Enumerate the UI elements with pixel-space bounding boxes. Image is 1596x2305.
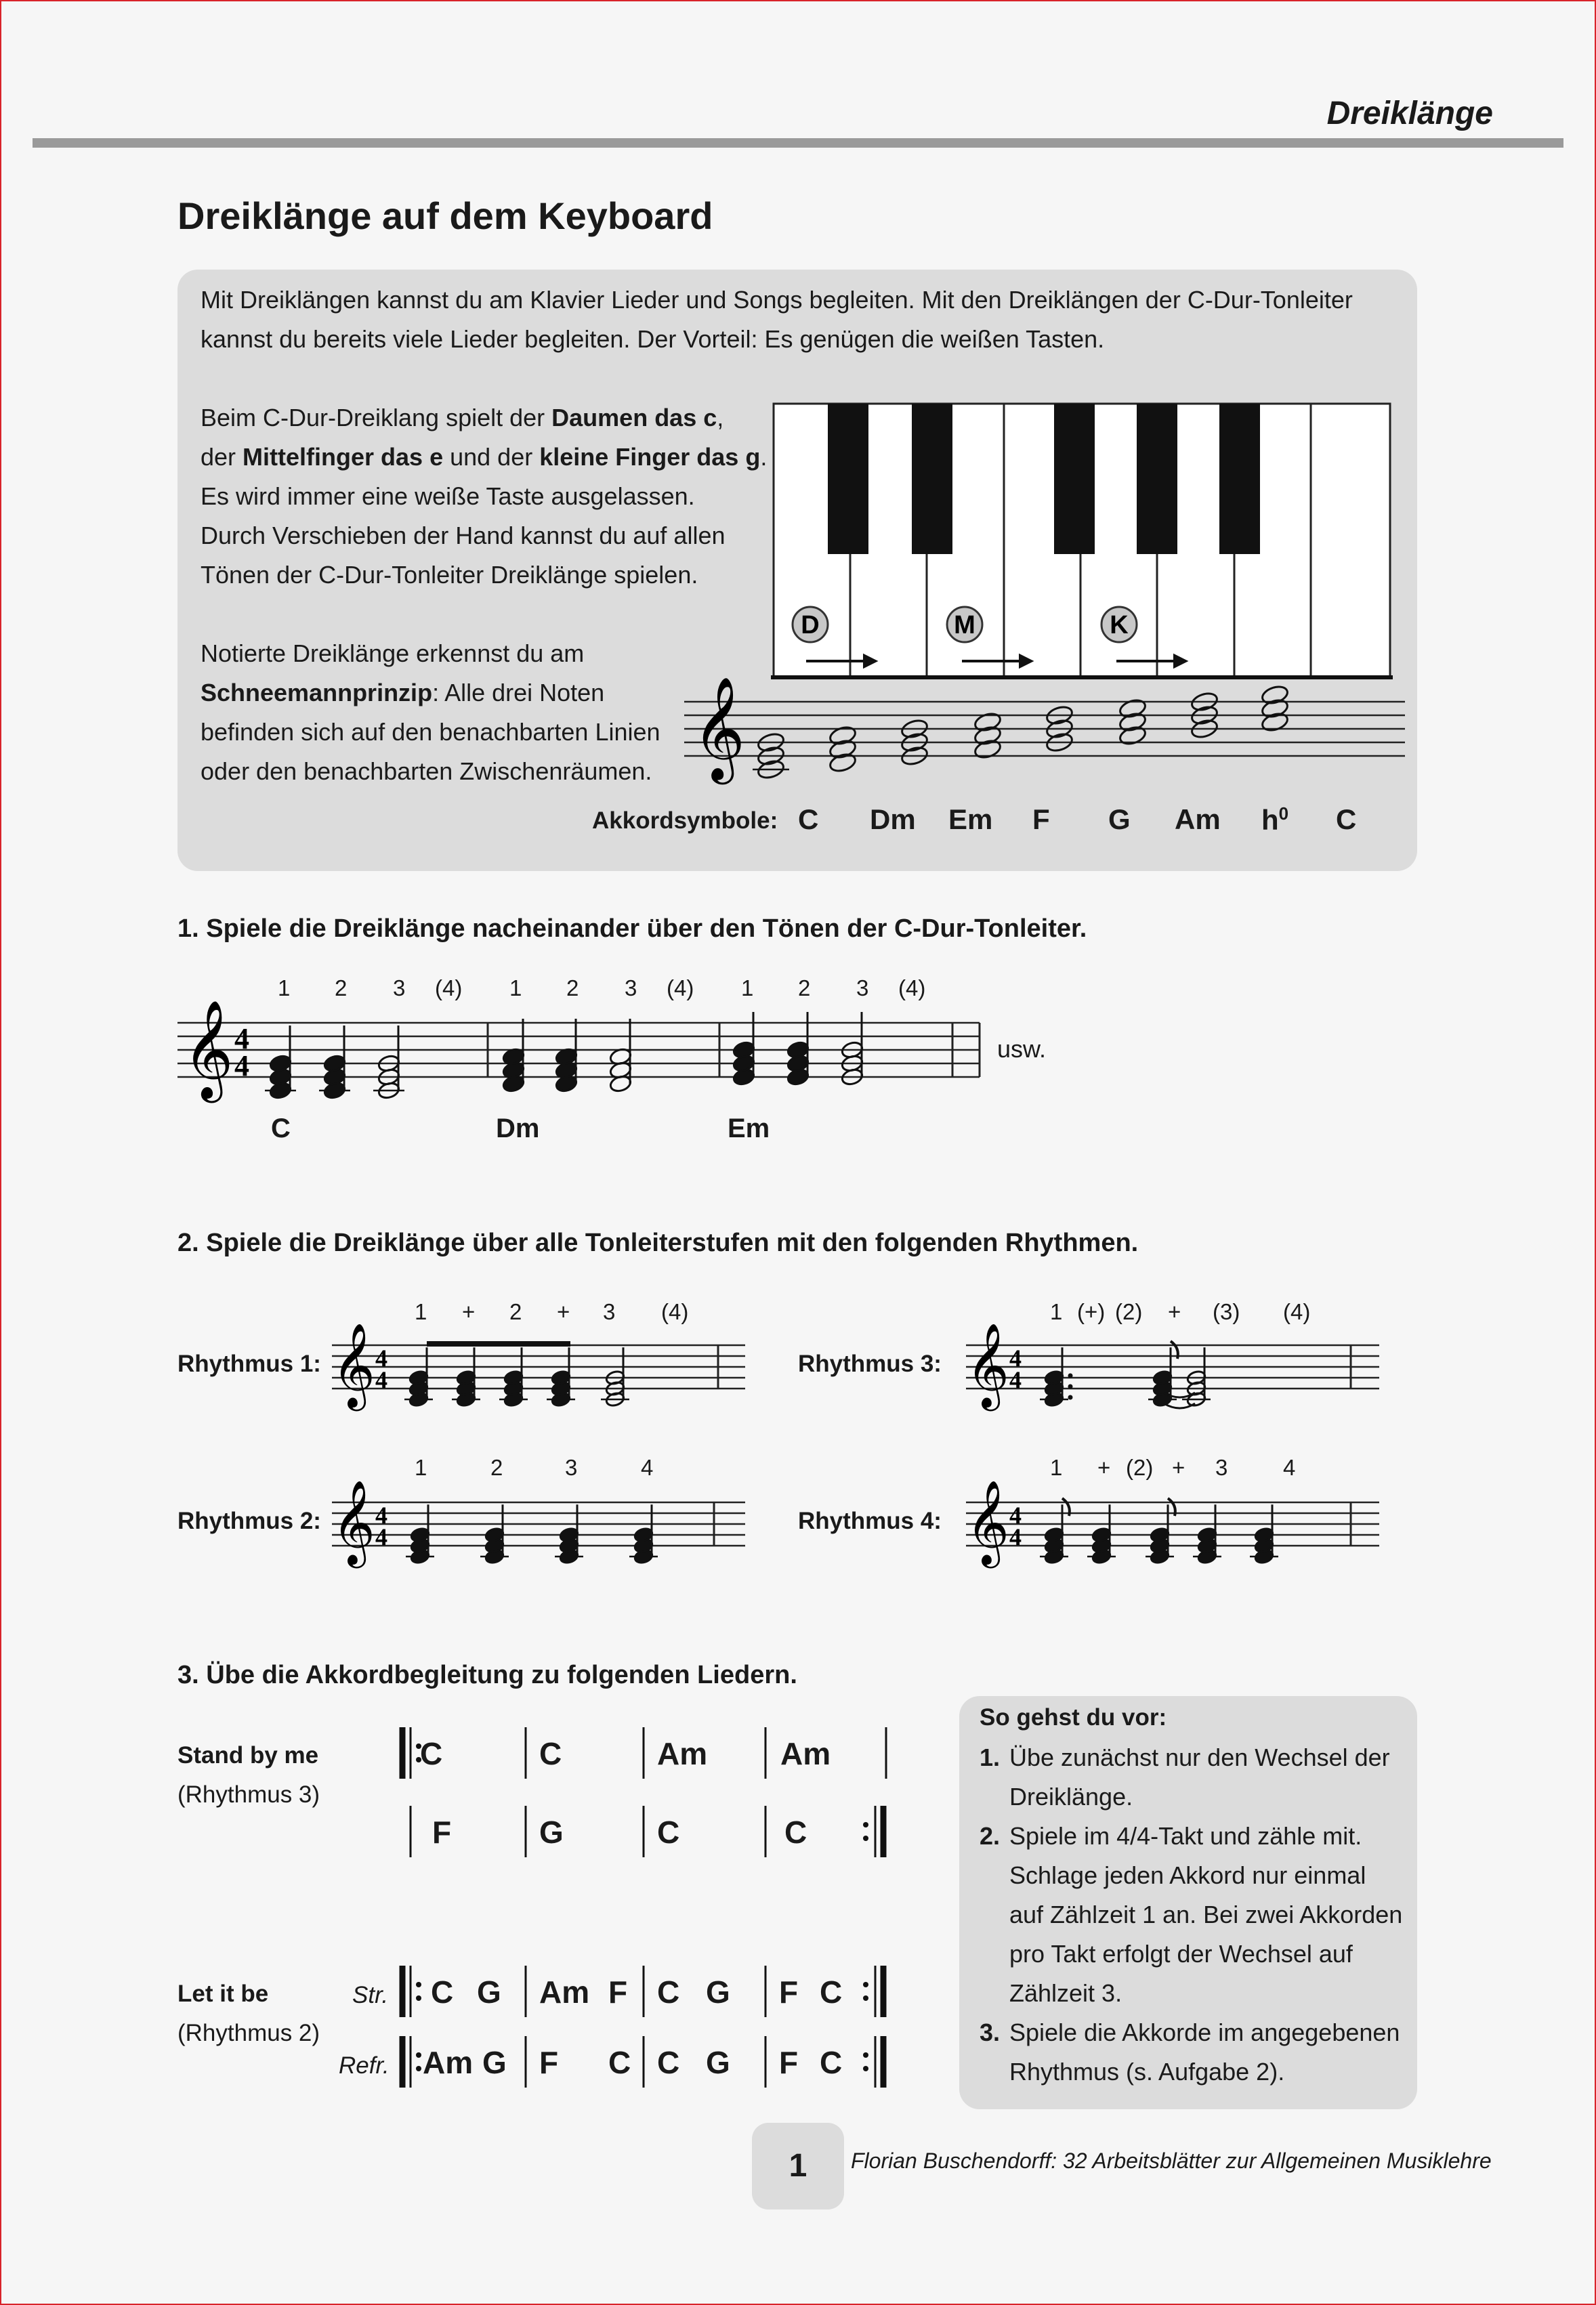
chord-cell: Am	[423, 2045, 474, 2080]
chord-cell: F	[608, 1974, 628, 2010]
count-label: (4)	[661, 1299, 689, 1324]
dot	[1068, 1384, 1073, 1389]
count-label: 1	[509, 975, 522, 1000]
chord-cell: G	[482, 2045, 507, 2080]
chord-cell: G	[539, 1815, 564, 1850]
count-label: 2	[335, 975, 348, 1000]
howto-item	[980, 2013, 1413, 2092]
svg-text:4: 4	[234, 1022, 249, 1055]
count-label: (4)	[1283, 1299, 1311, 1324]
treble-clef-icon: 𝄞	[183, 999, 234, 1099]
count-label: 1	[278, 975, 291, 1000]
footer-credit: Florian Buschendorff: 32 Arbeitsblätter zur Allgemeinen Musiklehre	[851, 2149, 1492, 2173]
howto-title: So gehst du vor:	[980, 1704, 1167, 1731]
chord-grid	[393, 1720, 908, 2100]
svg-text:4: 4	[375, 1502, 387, 1529]
svg-text:4: 4	[375, 1523, 387, 1550]
count-label: (2)	[1115, 1299, 1143, 1324]
count-label: 1	[741, 975, 754, 1000]
dot	[1068, 1374, 1073, 1378]
count-label: 2	[798, 975, 811, 1000]
song2-rhythm: (Rhythmus 2)	[177, 2020, 320, 2046]
howto-item-line: Spiele die Akkorde im angegebenen	[1009, 2018, 1400, 2046]
treble-clef-icon: 𝄞	[966, 1480, 1009, 1565]
rhythm2-label: Rhythmus 2:	[177, 1508, 321, 1534]
count-label: 3	[393, 975, 406, 1000]
akkord-symbol: C	[1336, 803, 1357, 835]
count-label: 1	[415, 1299, 427, 1324]
count-label: 3	[565, 1455, 578, 1480]
header-title: Dreiklänge	[1326, 96, 1493, 131]
song2-name: Let it be	[177, 1981, 269, 2007]
akkord-symbol: C	[798, 803, 819, 835]
intro-line: der Mittelfinger das e und der kleine Finger das g.	[201, 443, 768, 471]
intro-line: Durch Verschieben der Hand kannst du auf allen	[201, 522, 726, 549]
chord-cell: C	[539, 1736, 562, 1771]
chord-cell: Am	[780, 1736, 831, 1771]
count-label: 4	[1283, 1455, 1296, 1480]
note-head	[786, 1040, 810, 1059]
count-label: 2	[490, 1455, 503, 1480]
count-label: 3	[856, 975, 869, 1000]
refrain-label: Refr.	[339, 2052, 390, 2079]
chord-cell: C	[657, 1974, 680, 2010]
count-label: (+)	[1077, 1299, 1106, 1324]
count-label: 2	[509, 1299, 522, 1324]
black-key	[912, 404, 952, 554]
howto-item-number: 2.	[980, 1822, 1001, 1850]
treble-clef-icon: 𝄞	[332, 1480, 375, 1565]
rhythm1-label: Rhythmus 1:	[177, 1351, 321, 1377]
akkord-symbol: G	[1108, 803, 1131, 835]
chord-cell: C	[820, 2045, 843, 2080]
svg-text:4: 4	[234, 1049, 249, 1082]
intro-paragraph-3	[201, 634, 660, 791]
task1-chord: Em	[728, 1114, 770, 1143]
howto-item-line: auf Zählzeit 1 an. Bei zwei Akkorden	[1009, 1901, 1403, 1928]
task3-title: 3. Übe die Akkordbegleitung zu folgenden Liedern.	[177, 1661, 797, 1689]
task1-chord: C	[271, 1114, 291, 1143]
rhythm4-label: Rhythmus 4:	[798, 1508, 942, 1534]
howto-item	[980, 1817, 1413, 2013]
count-label: 3	[625, 975, 637, 1000]
akkord-symbol: Am	[1175, 803, 1221, 835]
black-key	[1219, 404, 1260, 554]
keyboard-illustration	[774, 404, 1390, 681]
intro-line: Tönen der C-Dur-Tonleiter Dreiklänge spielen.	[201, 561, 698, 589]
count-label: (4)	[435, 975, 463, 1000]
page-title: Dreiklänge auf dem Keyboard	[177, 194, 713, 237]
rhythm4-notes	[1040, 1498, 1278, 1565]
chord-cell: F	[432, 1815, 452, 1850]
chord-cell: F	[779, 1974, 799, 2010]
dot	[1068, 1395, 1073, 1400]
chord-cell: C	[784, 1815, 807, 1850]
rhythm3-label: Rhythmus 3:	[798, 1351, 942, 1377]
svg-text:4: 4	[375, 1345, 387, 1372]
intro-line: Schneemannprinzip: Alle drei Noten	[201, 679, 605, 706]
howto-item-line: Spiele im 4/4-Takt und zähle mit.	[1009, 1822, 1362, 1850]
howto-item-line: Dreiklänge.	[1009, 1783, 1133, 1811]
howto-item	[980, 1738, 1413, 1817]
note-head	[269, 1054, 293, 1073]
rhythm1-notes	[404, 1341, 629, 1408]
chord-cell: Am	[539, 1974, 590, 2010]
intro-line: Beim C-Dur-Dreiklang spielt der Daumen das c,	[201, 404, 724, 431]
count-label: +	[462, 1299, 476, 1324]
intro-line: Es wird immer eine weiße Taste ausgelassen.	[201, 482, 695, 510]
akkord-label: Akkordsymbole:	[592, 807, 778, 834]
akkord-symbol: F	[1032, 803, 1050, 835]
svg-text:4: 4	[1009, 1523, 1022, 1550]
chord-cell: C	[608, 2045, 631, 2080]
note-head	[323, 1054, 347, 1073]
chord-cell: G	[706, 1974, 730, 2010]
note-head	[732, 1040, 756, 1059]
chord-cell: C	[431, 1974, 454, 2010]
count-label: (2)	[1126, 1455, 1154, 1480]
count-label: 3	[603, 1299, 616, 1324]
chord-cell: Am	[657, 1736, 708, 1771]
finger-label-d: D	[801, 611, 820, 639]
task1-title: 1. Spiele die Dreiklänge nacheinander über den Tönen der C-Dur-Tonleiter.	[177, 914, 1087, 943]
chord-cell: F	[779, 2045, 799, 2080]
howto-item-line: Übe zunächst nur den Wechsel der	[1009, 1743, 1390, 1771]
count-label: (4)	[667, 975, 694, 1000]
finger-label-k: K	[1110, 611, 1129, 639]
count-label: +	[557, 1299, 570, 1324]
intro-line: kannst du bereits viele Lieder begleiten. Der Vorteil: Es genügen die weißen Tasten.	[201, 325, 1105, 353]
howto-item-line: Zählzeit 3.	[1009, 1979, 1122, 2007]
count-label: +	[1097, 1455, 1111, 1480]
count-label: 1	[415, 1455, 427, 1480]
svg-text:4: 4	[1009, 1366, 1022, 1393]
treble-clef-icon: 𝄞	[966, 1323, 1009, 1408]
count-label: (3)	[1213, 1299, 1240, 1324]
repeat-dots	[416, 1743, 868, 2071]
black-key	[828, 404, 868, 554]
strophe-label: Str.	[352, 1982, 389, 2008]
chord-cell: C	[657, 2045, 680, 2080]
song1-rhythm: (Rhythmus 3)	[177, 1781, 320, 1808]
intro-line: oder den benachbarten Zwischenräumen.	[201, 757, 652, 785]
finger-label-m: M	[954, 611, 975, 639]
task2-title: 2. Spiele die Dreiklänge über alle Tonleiterstufen mit den folgenden Rhythmen.	[177, 1229, 1139, 1257]
task1-chord: Dm	[496, 1114, 540, 1143]
chord-cell: F	[539, 2045, 559, 2080]
intro-line: befinden sich auf den benachbarten Linien	[201, 718, 660, 746]
howto-item-number: 3.	[980, 2018, 1001, 2046]
intro-paragraph-2	[201, 398, 767, 595]
rhythm4-staff	[966, 1480, 1386, 1577]
usw-label: usw.	[997, 1035, 1047, 1063]
treble-clef-icon: 𝄞	[332, 1323, 375, 1408]
intro-staff	[684, 677, 1409, 799]
count-label: +	[1168, 1299, 1181, 1324]
count-label: 1	[1050, 1455, 1063, 1480]
intro-line: Notierte Dreiklänge erkennst du am	[201, 639, 585, 667]
howto-list	[980, 1738, 1413, 2092]
svg-text:4: 4	[375, 1366, 387, 1393]
howto-item-line: Schlage jeden Akkord nur einmal	[1009, 1861, 1366, 1889]
black-key	[1054, 404, 1095, 554]
akkord-symbol: $h^0$	[1261, 803, 1289, 836]
count-label: (4)	[898, 975, 926, 1000]
akkord-symbol: Em	[948, 803, 993, 835]
song1-name: Stand by me	[177, 1742, 319, 1769]
count-label: 4	[641, 1455, 654, 1480]
rhythm3-notes	[1040, 1341, 1211, 1408]
chord-cell: G	[477, 1974, 501, 2010]
time-signature	[234, 1022, 249, 1082]
beam	[427, 1341, 570, 1347]
rhythm2-staff	[332, 1480, 752, 1577]
treble-clef-icon: 𝄞	[692, 676, 746, 780]
header-rule	[33, 138, 1563, 148]
howto-item-line: Rhythmus (s. Aufgabe 2).	[1009, 2058, 1285, 2086]
chord-cell: C	[657, 1815, 680, 1850]
rhythm1-staff	[332, 1323, 752, 1420]
task1-notes	[265, 1012, 864, 1100]
svg-text:4: 4	[1009, 1345, 1022, 1372]
intro-paragraph-1	[201, 280, 1353, 359]
chord-cell: G	[706, 2045, 730, 2080]
count-label: 1	[1050, 1299, 1063, 1324]
page-number: 1	[752, 2123, 844, 2209]
task1-staff	[177, 999, 990, 1111]
howto-item-line: pro Takt erfolgt der Wechsel auf	[1009, 1940, 1353, 1968]
chord-cell: C	[820, 1974, 843, 2010]
chord-cell: C	[420, 1736, 443, 1771]
svg-text:4: 4	[1009, 1502, 1022, 1529]
intro-triads	[753, 684, 1289, 781]
akkord-symbol: Dm	[870, 803, 916, 835]
rhythm3-staff	[966, 1323, 1386, 1420]
count-label: +	[1172, 1455, 1185, 1480]
count-label: 3	[1215, 1455, 1228, 1480]
howto-item-number: 1.	[980, 1743, 1001, 1771]
black-key	[1137, 404, 1177, 554]
intro-line: Mit Dreiklängen kannst du am Klavier Lieder und Songs begleiten. Mit den Dreiklängen der C-Dur-Tonleiter	[201, 286, 1353, 314]
count-label: 2	[566, 975, 579, 1000]
